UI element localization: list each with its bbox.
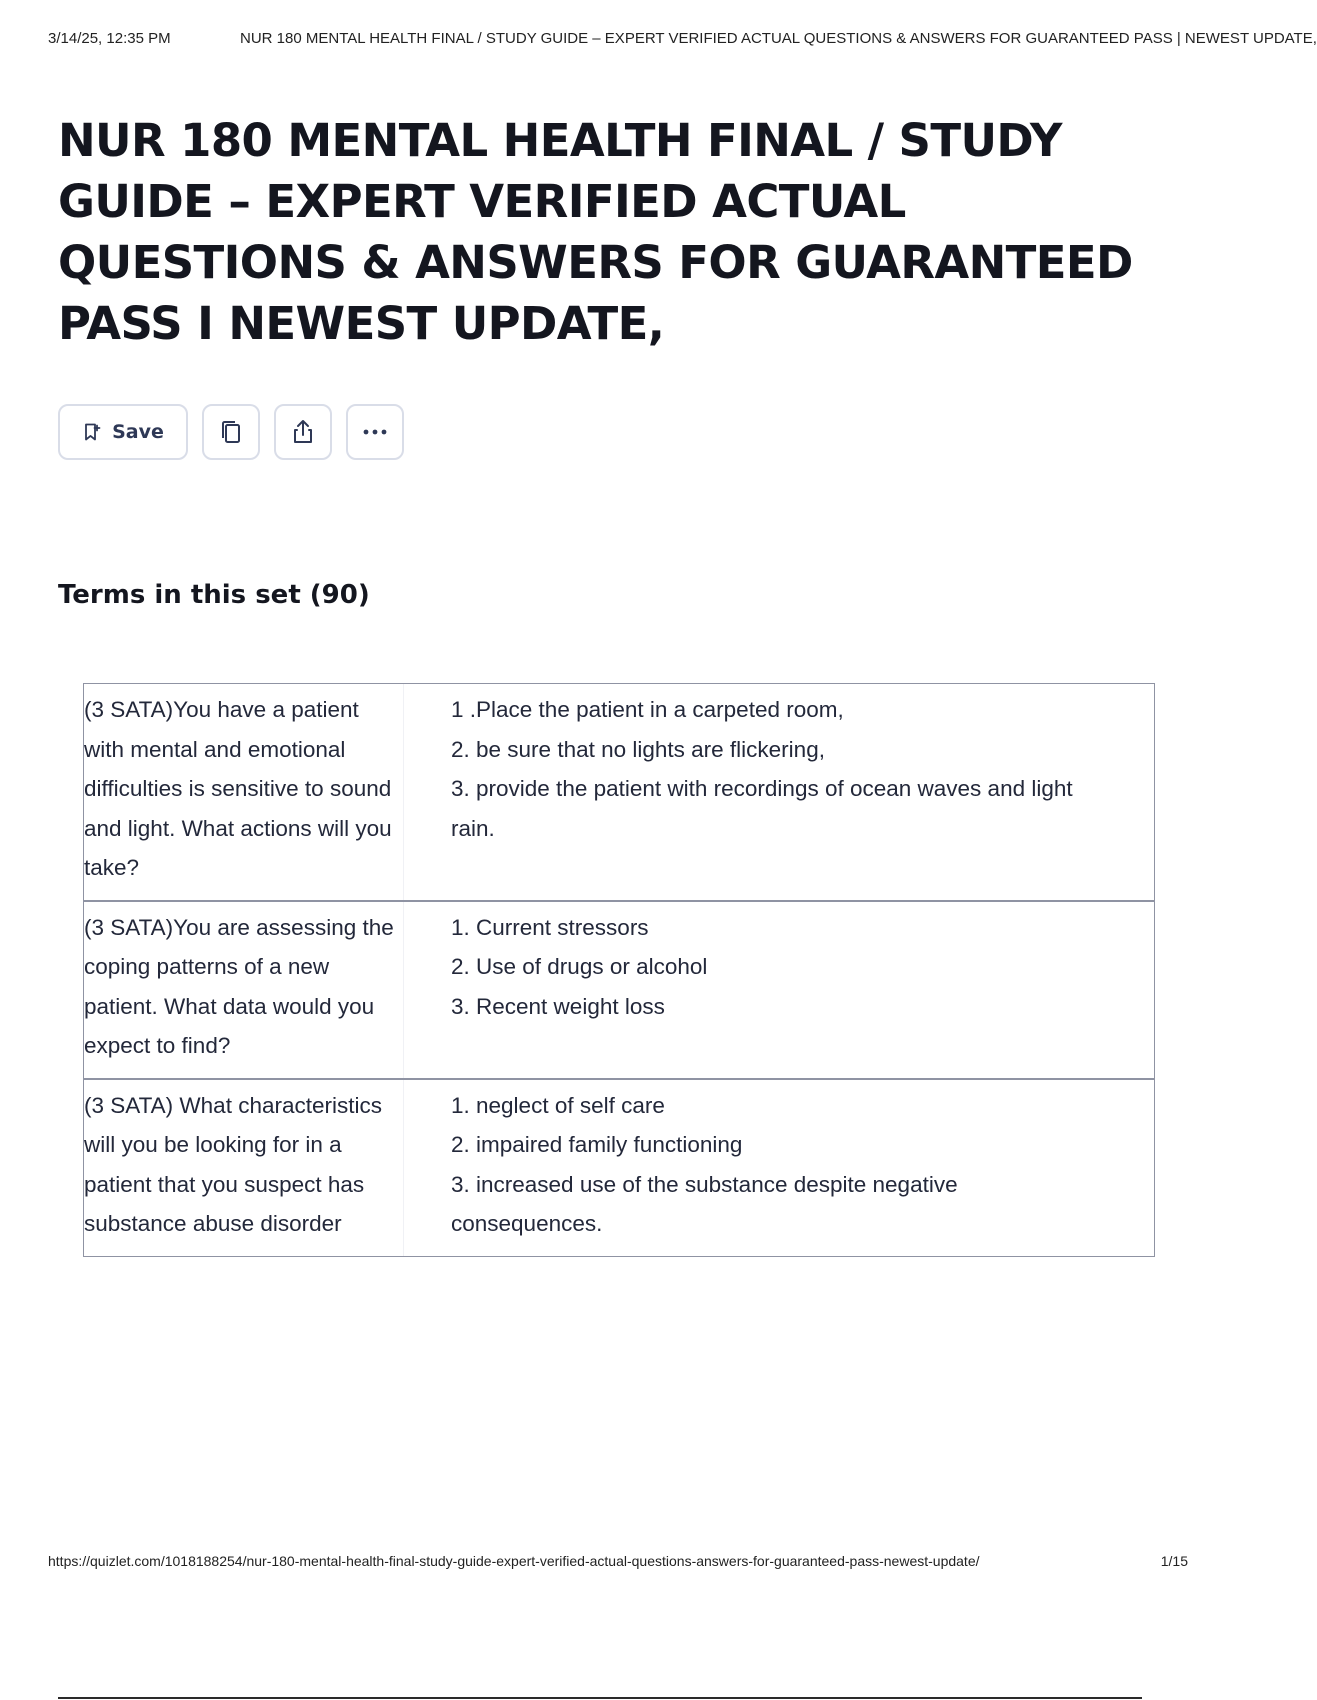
answer-line: 1 .Place the patient in a carpeted room, [451,697,844,722]
answer-line: 2. impaired family functioning [451,1132,743,1157]
terms-heading: Terms in this set (90) [58,580,370,610]
more-button[interactable] [346,404,404,460]
answer-line: 2. Use of drugs or alcohol [451,954,708,979]
bookmark-icon [82,422,102,442]
share-icon [290,418,316,446]
term-question: (3 SATA)You are assessing the coping patterns of a new patient. What data would you expect to find? [84,902,404,1078]
answer-line: 2. be sure that no lights are flickering, [451,736,825,762]
answer-line: 1. Current stressors [451,914,649,940]
save-button-label: Save [112,421,164,443]
copy-icon [218,418,244,446]
term-question: (3 SATA)You have a patient with mental and emotional difficulties is sensitive to sound and light. What actions will you take? [84,684,404,900]
page-url: https://quizlet.com/1018188254/nur-180-mental-health-final-study-guide-expert-verified-actual-questions-answers-for-guaranteed-pass-newest-update/ [48,1553,980,1569]
term-question: (3 SATA) What characteristics will you be looking for in a patient that you suspect has substance abuse disorder [84,1080,404,1256]
term-row [84,684,1154,902]
print-date: 3/14/25, 12:35 PM [48,30,171,47]
answer-line: 3. increased use of the substance despite negative consequences. [451,1171,958,1236]
save-button[interactable] [58,404,188,460]
share-button[interactable] [274,404,332,460]
set-toolbar [58,404,404,464]
term-answer [404,1080,1154,1256]
answer-line: 1. neglect of self care [451,1092,665,1118]
page-number: 1/15 [1160,1553,1188,1569]
answer-line: 3. provide the patient with recordings of ocean waves and light rain. [451,776,1073,841]
term-row [84,1080,1154,1256]
terms-list [83,683,1155,1257]
term-answer [404,684,1154,900]
page-title: NUR 180 MENTAL HEALTH FINAL / STUDY GUIDE – EXPERT VERIFIED ACTUAL QUESTIONS & ANSWERS FOR GUARANTEED PASS I NEWEST UPDATE, [58,114,1133,350]
term-answer [404,902,1154,1078]
divider [58,1697,1142,1699]
answer-line: 3. Recent weight loss [451,993,665,1019]
print-header [48,30,1317,54]
print-doc-title: NUR 180 MENTAL HEALTH FINAL / STUDY GUIDE – EXPERT VERIFIED ACTUAL QUESTIONS & ANSWERS FOR GUARANTEED PASS | NEWEST UPDATE, [240,30,1317,47]
copy-button[interactable] [202,404,260,460]
more-icon [361,428,389,436]
term-row [84,902,1154,1080]
